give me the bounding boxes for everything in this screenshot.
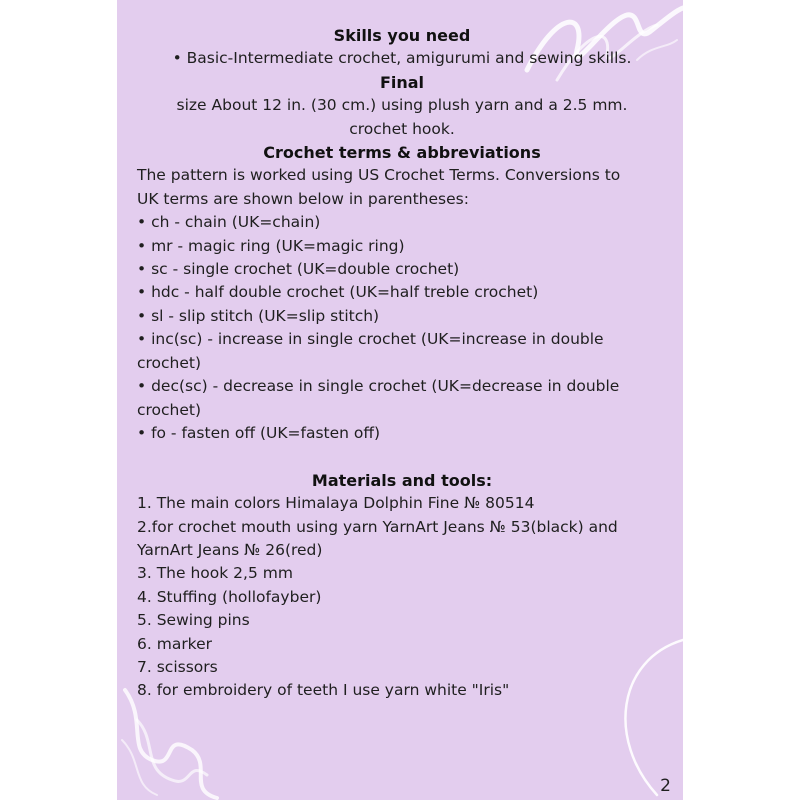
materials-item: 2.for crochet mouth using yarn YarnArt Jeans № 53(black) and — [137, 517, 618, 536]
materials-item: 6. marker — [137, 634, 213, 653]
materials-item: 8. for embroidery of teeth I use yarn white "Iris" — [137, 681, 510, 700]
terms-heading: Crochet terms & abbreviations — [263, 143, 541, 163]
final-text-line-1: size About 12 in. (30 cm.) using plush yarn and a 2.5 mm. — [176, 96, 628, 115]
skills-heading: Skills you need — [333, 26, 471, 45]
section-spacer — [137, 445, 667, 468]
materials-item: YarnArt Jeans № 26(red) — [137, 540, 323, 559]
terms-item: crochet) — [137, 353, 202, 372]
terms-intro-line-1: The pattern is worked using US Crochet Terms. Conversions to — [137, 166, 621, 185]
materials-item: 3. The hook 2,5 mm — [137, 564, 293, 583]
terms-item: • dec(sc) - decrease in single crochet (UK=decrease in double — [137, 377, 620, 396]
terms-item: crochet) — [137, 400, 202, 419]
page-content — [137, 24, 667, 703]
page-number: 2 — [660, 776, 671, 796]
materials-heading: Materials and tools: — [311, 470, 493, 490]
final-text-line-2: crochet hook. — [349, 119, 455, 138]
terms-item: • sl - slip stitch (UK=slip stitch) — [137, 306, 380, 325]
skills-text: • Basic-Intermediate crochet, amigurumi and sewing skills. — [172, 49, 632, 68]
final-heading: Final — [379, 72, 425, 92]
terms-item: • inc(sc) - increase in single crochet (UK=increase in double — [137, 330, 604, 349]
materials-item: 7. scissors — [137, 657, 218, 676]
document-page — [117, 0, 683, 800]
terms-item: • sc - single crochet (UK=double crochet) — [137, 260, 460, 279]
terms-item: • fo - fasten off (UK=fasten off) — [137, 423, 381, 442]
materials-item: 5. Sewing pins — [137, 611, 250, 630]
terms-item: • mr - magic ring (UK=magic ring) — [137, 236, 405, 255]
terms-item: • ch - chain (UK=chain) — [137, 213, 321, 232]
terms-intro-line-2: UK terms are shown below in parentheses: — [137, 189, 469, 208]
materials-item: 4. Stuffing (hollofayber) — [137, 587, 322, 606]
materials-item: 1. The main colors Himalaya Dolphin Fine № 80514 — [137, 494, 535, 513]
terms-item: • hdc - half double crochet (UK=half treble crochet) — [137, 283, 539, 302]
